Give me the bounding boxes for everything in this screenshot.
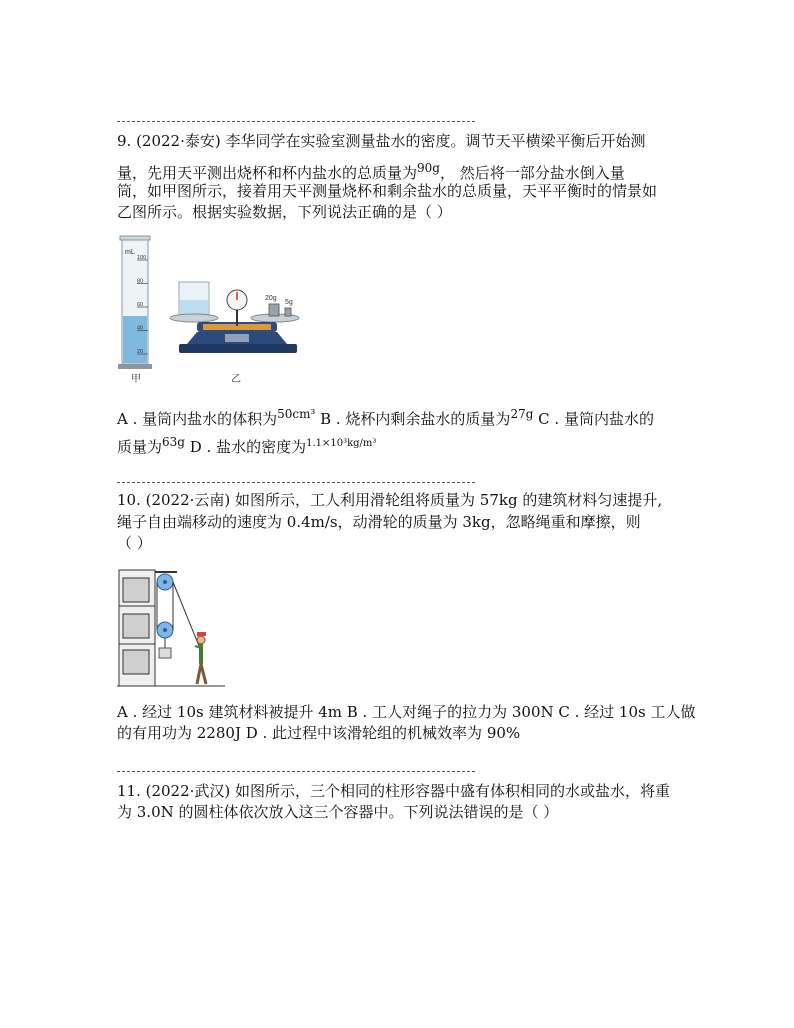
- q10-stem-line3: （ ）: [117, 534, 152, 552]
- svg-text:5g: 5g: [285, 299, 293, 306]
- q9-option-b: B . 烧杯内剩余盐水的质量为: [315, 410, 511, 428]
- cylinder-tick-label: 100: [137, 255, 147, 261]
- q9-options-line2: [117, 432, 376, 457]
- q11-stem-line2: 为 3.0N 的圆柱体依次放入这三个容器中。下列说法错误的是（ ）: [117, 803, 559, 821]
- cylinder-tick-label: 60: [137, 302, 144, 308]
- q9-options-line1: [117, 404, 654, 429]
- worker: [195, 632, 206, 684]
- separator-q10: [117, 482, 475, 483]
- q11-stem-line1: 11. (2022·武汉) 如图所示，三个相同的柱形容器中盛有体积相同的水或盐水，将重: [117, 782, 671, 800]
- q10-options-line2: 的有用功为 2280J D . 此过程中该滑轮组的机械效率为 90%: [117, 724, 521, 742]
- q9-stem-line2-a: 量，先用天平测出烧杯和杯内盐水的总质量为: [117, 164, 418, 182]
- q9-option-c-value: 63g: [162, 435, 185, 449]
- q9-option-a: A . 量筒内盐水的体积为: [117, 410, 278, 428]
- pulley-system: [155, 572, 199, 658]
- graduated-cylinder: [118, 236, 152, 369]
- svg-text:mL: mL: [125, 249, 135, 256]
- q9-stem-line2: [117, 158, 625, 183]
- cylinder-tick-label: 80: [137, 278, 144, 285]
- q9-mass-total: 90g: [417, 161, 440, 175]
- cylinder-tick-label: 40: [137, 325, 144, 332]
- balance-scale: [170, 282, 299, 353]
- q9-option-a-value: 50cm³: [277, 407, 316, 421]
- q9-option-b-value: 27g: [510, 407, 534, 421]
- separator-q9: [117, 121, 475, 122]
- q10-options-line1: A . 经过 10s 建筑材料被提升 4m B . 工人对绳子的拉力为 300N C . 经过 10s 工人做: [117, 703, 696, 721]
- label-jia: 甲: [131, 374, 141, 385]
- q9-stem-line3: 筒，如甲图所示，接着用天平测量烧杯和剩余盐水的总质量，天平平衡时的情景如: [117, 182, 658, 200]
- cylinder-tick-label: 20: [137, 349, 144, 355]
- q9-stem-line4: 乙图所示。根据实验数据，下列说法正确的是（ ）: [117, 203, 452, 221]
- q9-stem-line2-b: ， 然后将一部分盐水倒入量: [439, 164, 625, 182]
- separator-q11: [117, 771, 475, 772]
- q10-figure: [117, 566, 227, 688]
- q9-figure: [117, 234, 317, 388]
- label-yi: 乙: [231, 374, 241, 385]
- q9-option-d-value: 1.1×10³kg/m³: [306, 438, 377, 449]
- q10-stem-line1: 10. (2022·云南) 如图所示，工人利用滑轮组将质量为 57kg 的建筑材料匀速提升,: [117, 491, 663, 509]
- svg-text:20g: 20g: [265, 295, 277, 302]
- q9-option-c: C . 量筒内盐水的: [533, 410, 654, 428]
- q9-stem-line1: 9. (2022·泰安) 李华同学在实验室测量盐水的密度。调节天平横梁平衡后开始测: [117, 132, 646, 150]
- q9-option-d: D . 盐水的密度为: [184, 438, 307, 456]
- q9-option-c-cont: 质量为: [117, 438, 163, 456]
- q10-stem-line2: 绳子自由端移动的速度为 0.4m/s，动滑轮的质量为 3kg，忽略绳重和摩擦，则: [117, 513, 641, 531]
